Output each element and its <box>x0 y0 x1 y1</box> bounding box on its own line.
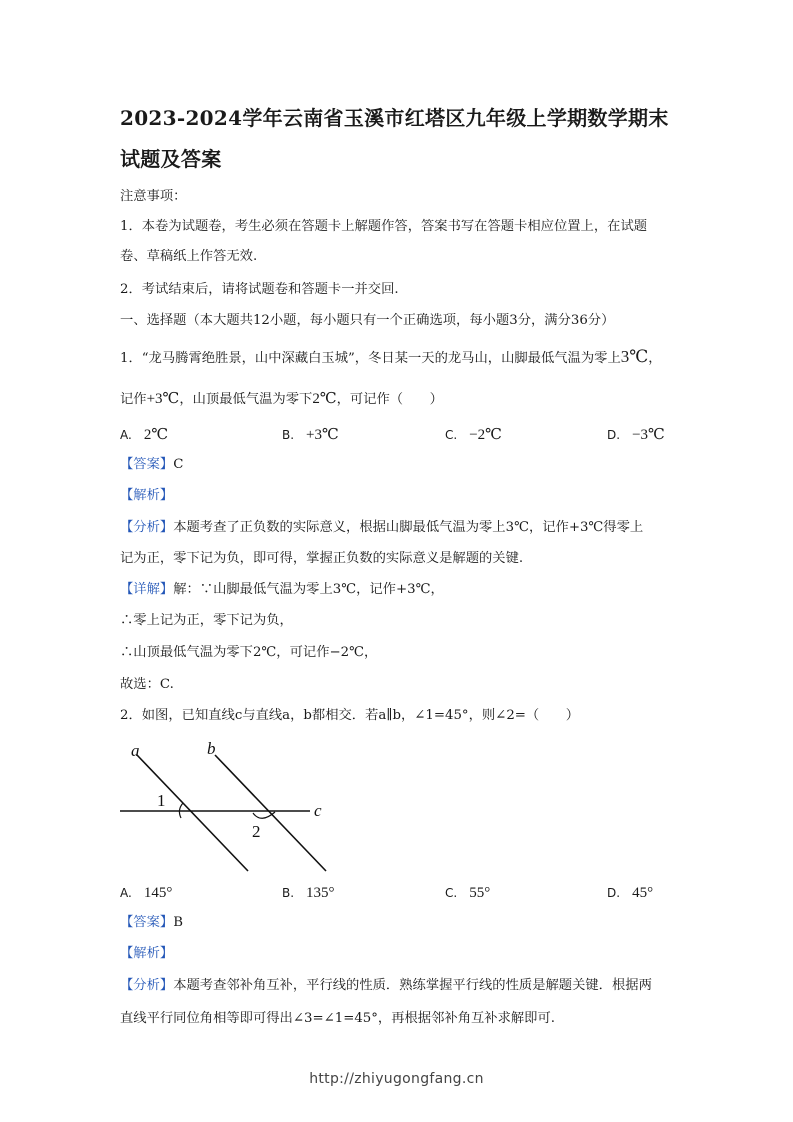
answer-tag: 【答案】 <box>120 457 174 472</box>
q1-stem-temp-2: 2℃ <box>312 391 337 407</box>
footer-url[interactable]: http://zhiyugongfang.cn <box>309 1071 484 1087</box>
q1-fenxi-line1: 【分析】本题考查了正负数的实际意义，根据山脚最低气温为零上3℃，记作+3℃得零上 <box>120 520 644 535</box>
q1-answer <box>120 456 183 474</box>
q2-option-d: D. 45° <box>607 885 654 901</box>
q1-stem-line2 <box>120 390 443 409</box>
q1-xiangjie-line1: 【详解】解：∵山脚最低气温为零上3℃，记作+3℃， <box>120 582 444 597</box>
q1-stem-temp-3: 3℃ <box>620 347 649 366</box>
xiangjie-tag: 【详解】 <box>120 582 174 597</box>
q1-option-b: B. +3℃ <box>282 427 339 443</box>
q1-xiangjie-line2: ∴零上记为正，零下记为负， <box>120 613 293 628</box>
q2-fenxi-line2: 直线平行同位角相等即可得出∠3=∠1=45°，再根据邻补角互补求解即可. <box>120 1011 555 1026</box>
q2-option-c: C. 55° <box>445 885 491 901</box>
q1-xiangjie-line3: ∴山顶最低气温为零下2℃，可记作−2℃， <box>120 645 378 660</box>
q1-stem-text-a: 1．“龙马腾霄绝胜景，山中深藏白玉城”，冬日某一天的龙马山，山脚最低气温为零上 <box>120 351 621 366</box>
q2-fenxi-line1: 【分析】本题考查邻补角互补，平行线的性质．熟练掌握平行线的性质是解题关键．根据两 <box>120 978 652 993</box>
q1-option-a: A. 2℃ <box>120 427 169 443</box>
q1-stem-text-kejizuo: ，可记作（ ） <box>336 392 443 407</box>
notice-item-1b: 卷、草稿纸上作答无效. <box>120 249 258 264</box>
label-c: c <box>314 801 322 820</box>
q1-option-c: C. −2℃ <box>445 427 502 443</box>
document-title-line1: 2023-2024学年云南省玉溪市红塔区九年级上学期数学期末 <box>120 106 669 130</box>
label-angle-1: 1 <box>157 791 166 810</box>
q2-analysis-tag: 【解析】 <box>120 946 174 961</box>
angle-2-arc <box>253 812 275 818</box>
q1-stem-plus3: +3℃ <box>146 391 180 407</box>
q2-answer-value: B <box>173 915 183 930</box>
section-heading: 一、选择题（本大题共12小题，每小题只有一个正确选项，每小题3分，满分36分） <box>120 313 615 328</box>
q1-stem-text-c: ， <box>648 351 662 366</box>
q1-analysis-tag: 【解析】 <box>120 488 174 503</box>
q2-option-b: B. 135° <box>282 885 335 901</box>
q1-stem-text-ji: 记作 <box>120 392 147 407</box>
label-a: a <box>131 741 140 760</box>
notice-item-1a: 1．本卷为试题卷，考生必须在答题卡上解题作答，答案书写在答题卡相应位置上，在试题 <box>120 219 648 234</box>
label-b: b <box>207 740 216 758</box>
q1-stem-text-shanding: ，山顶最低气温为零下 <box>179 392 313 407</box>
q1-conclusion: 故选：C. <box>120 677 174 692</box>
q1-fenxi-line2: 记为正，零下记为负，即可得，掌握正负数的实际意义是解题的关键. <box>120 551 524 566</box>
notice-heading: 注意事项： <box>120 189 187 204</box>
parallel-lines-figure <box>115 740 345 875</box>
q1-option-d: D. −3℃ <box>607 427 665 443</box>
q2-stem: 2．如图，已知直线c与直线a，b都相交．若a∥b，∠1=45°，则∠2=（ ） <box>120 708 580 723</box>
q2-option-a: A. 145° <box>120 885 173 901</box>
q1-stem-line1 <box>120 348 662 368</box>
label-angle-2: 2 <box>252 822 261 841</box>
q2-answer: 【答案】B <box>120 915 183 930</box>
q1-answer-value: C <box>173 457 184 472</box>
notice-item-2: 2．考试结束后，请将试题卷和答题卡一并交回. <box>120 282 399 297</box>
fenxi-tag: 【分析】 <box>120 520 174 535</box>
document-title-line2: 试题及答案 <box>120 147 222 171</box>
